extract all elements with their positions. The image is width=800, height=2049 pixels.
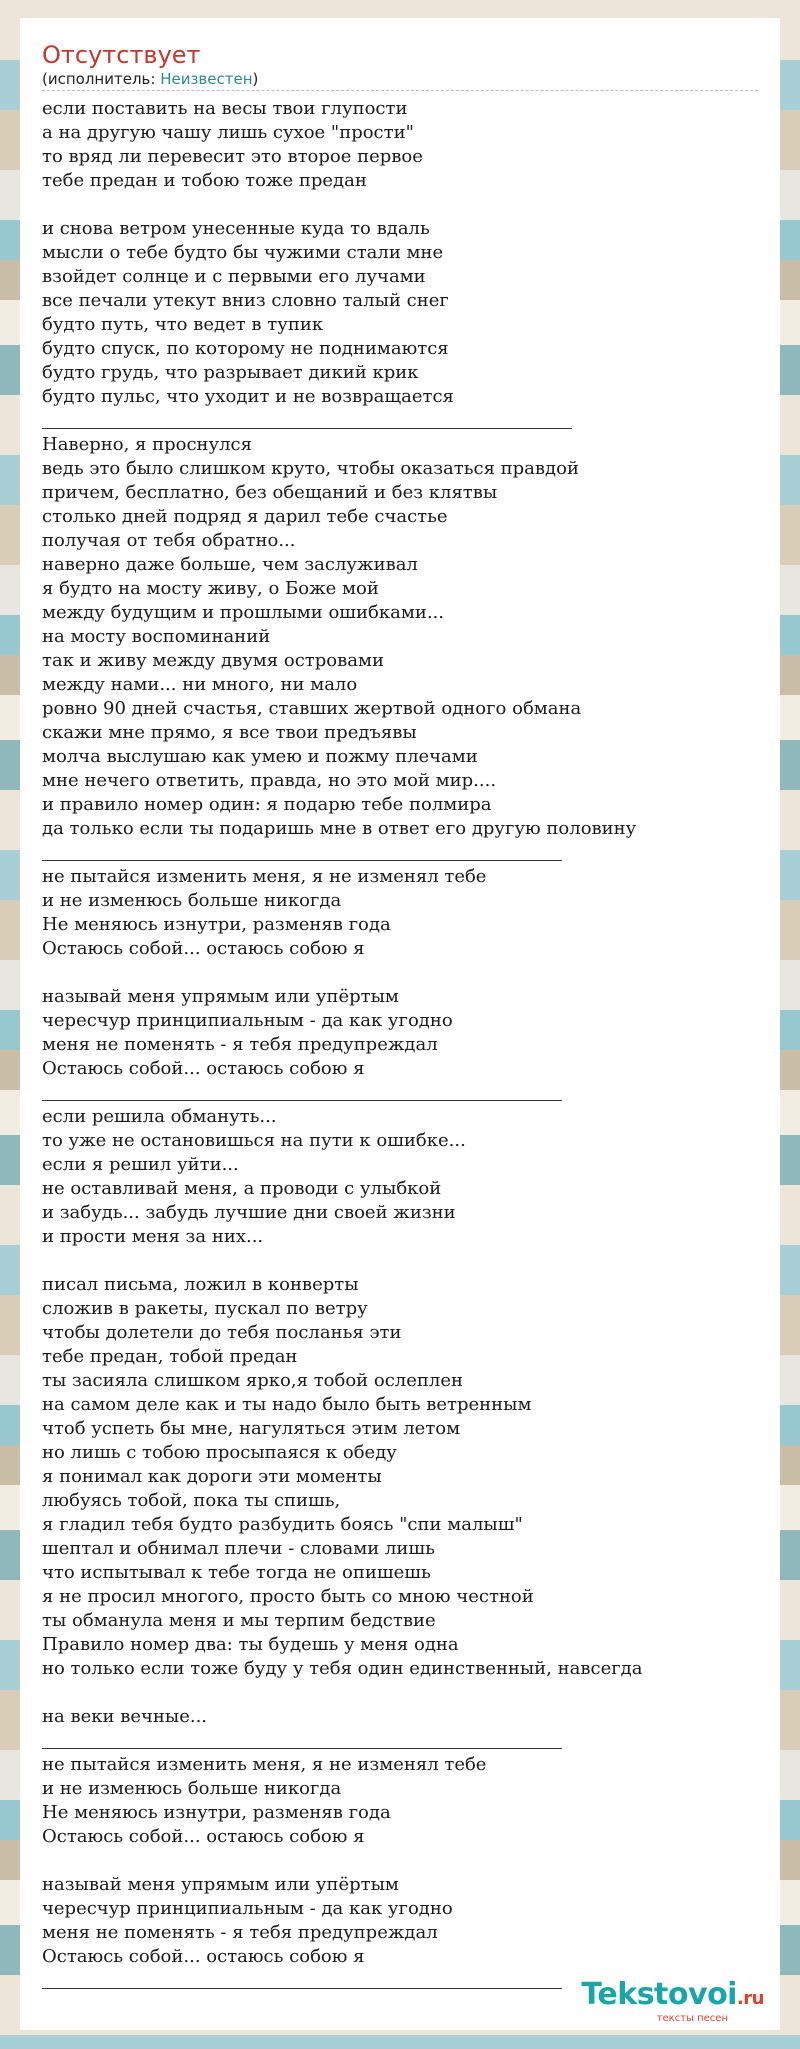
lyric-line: сложив в ракеты, пускал по ветру [42,1298,368,1319]
logo-tagline: тексты песен [656,2013,728,2024]
lyric-line: я гладил тебя будто разбудить боясь "спи малыш" [42,1514,523,1535]
lyric-line: Остаюсь собой... остаюсь собою я [42,1058,365,1079]
lyric-line: наверно даже больше, чем заслуживал [42,554,418,575]
lyric-line: на самом деле как и ты надо было быть ветренным [42,1394,532,1415]
lyric-line: между будущим и прошлыми ошибками... [42,602,445,623]
lyric-line: да только если ты подаришь мне в ответ его другую половину [42,818,637,839]
lyric-line: Не меняюсь изнутри, разменяв года [42,914,391,935]
logo-tld: .ru [736,1988,764,2009]
lyric-line: чересчур принципиальным - да как угодно [42,1010,453,1031]
lyric-line: будто спуск, по которому не поднимаются [42,338,449,359]
performer-line [42,70,758,91]
section-divider [42,1081,758,1105]
lyric-line: скажи мне прямо, я все твои предъявы [42,722,417,743]
lyric-line: меня не поменять - я тебя предупреждал [42,1922,438,1943]
lyric-line: будто пульс, что уходит и не возвращается [42,386,454,407]
stanza-break [42,1681,758,1705]
lyric-line: писал письма, ложил в конверты [42,1274,359,1295]
lyric-line: а на другую чашу лишь сухое "прости" [42,122,414,143]
lyric-line: то уже не остановишься на пути к ошибке... [42,1130,466,1151]
lyric-line: называй меня упрямым или упёртым [42,1874,399,1895]
lyric-line: тебе предан и тобою тоже предан [42,170,367,191]
lyric-line: будто путь, что ведет в тупик [42,314,324,335]
lyric-line: Наверно, я проснулся [42,434,252,455]
lyric-line: все печали утекут вниз словно талый снег [42,290,449,311]
lyric-line: я не просил многого, просто быть со мною честной [42,1586,534,1607]
lyric-line: мысли о тебе будто бы чужими стали мне [42,242,444,263]
lyric-line: между нами... ни много, ни мало [42,674,358,695]
stanza-break [42,1849,758,1873]
lyric-line: не оставливай меня, а проводи с улыбкой [42,1178,442,1199]
logo-brand: Tekstovoi [581,1977,737,2012]
song-title: Отсутствует [42,41,201,69]
lyric-line: Правило номер два: ты будешь у меня одна [42,1634,459,1655]
lyric-line: ты засияла слишком ярко,я тобой ослеплен [42,1370,463,1391]
lyric-line: чересчур принципиальным - да как угодно [42,1898,453,1919]
lyric-line: если поставить на весы твои глупости [42,98,408,119]
section-divider [42,841,758,865]
performer-suffix: ) [252,70,259,88]
lyric-line: но только если тоже буду у тебя один единственный, навсегда [42,1658,643,1679]
lyric-line: чтоб успеть бы мне, нагуляться этим летом [42,1418,461,1439]
lyric-line: и забудь... забудь лучшие дни своей жизни [42,1202,456,1223]
lyric-line: молча выслушаю как умею и пожму плечами [42,746,478,767]
lyric-line: будто грудь, что разрывает дикий крик [42,362,419,383]
lyric-line: я понимал как дороги эти моменты [42,1466,382,1487]
lyric-line: если я решил уйти... [42,1154,239,1175]
section-divider [42,409,758,433]
lyric-line: если решила обмануть... [42,1106,277,1127]
lyric-line: Остаюсь собой... остаюсь собою я [42,1946,365,1967]
lyric-line: и правило номер один: я подарю тебе полмира [42,794,492,815]
performer-link[interactable]: Неизвестен [160,70,253,88]
lyric-line: взойдет солнце и с первыми его лучами [42,266,426,287]
lyric-line: причем, бесплатно, без обещаний и без клятвы [42,482,498,503]
lyric-line: не пытайся изменить меня, я не изменял тебе [42,866,487,887]
lyric-line: Остаюсь собой... остаюсь собою я [42,1826,365,1847]
stanza-break [42,1249,758,1273]
site-logo[interactable] [581,1979,764,2024]
lyric-line: на мосту воспоминаний [42,626,271,647]
stanza-break [42,961,758,985]
lyric-line: не пытайся изменить меня, я не изменял тебе [42,1754,487,1775]
lyric-line: называй меня упрямым или упёртым [42,986,399,1007]
lyric-line: и не изменюсь больше никогда [42,890,342,911]
lyric-line: столько дней подряд я дарил тебе счастье [42,506,448,527]
lyric-line: получая от тебя обратно... [42,530,296,551]
lyric-line: что испытывал к тебе тогда не опишешь [42,1562,431,1583]
lyric-line: любуясь тобой, пока ты спишь, [42,1490,341,1511]
lyric-line: ты обманула меня и мы терпим бедствие [42,1610,436,1631]
lyric-line: но лишь с тобою просыпаяся к обеду [42,1442,397,1463]
lyric-line: Не меняюсь изнутри, разменяв года [42,1802,391,1823]
lyric-line: шептал и обнимал плечи - словами лишь [42,1538,435,1559]
lyric-line: тебе предан, тобой предан [42,1346,298,1367]
lyric-line: и не изменюсь больше никогда [42,1778,342,1799]
stanza-break [42,193,758,217]
lyric-line: мне нечего ответить, правда, но это мой мир.... [42,770,497,791]
lyric-line: ровно 90 дней счастья, ставших жертвой одного обмана [42,698,582,719]
logo-wordmark [581,1979,764,2015]
lyric-line: и прости меня за них... [42,1226,264,1247]
lyrics-body [42,97,758,1993]
lyric-line: чтобы долетели до тебя посланья эти [42,1322,402,1343]
lyric-line: меня не поменять - я тебя предупреждал [42,1034,438,1055]
section-divider [42,1729,758,1753]
lyric-line: на веки вечные... [42,1706,208,1727]
lyrics-card [20,18,780,2030]
lyric-line: то вряд ли перевесит это второе первое [42,146,423,167]
lyric-line: так и живу между двумя островами [42,650,384,671]
lyric-line: Остаюсь собой... остаюсь собою я [42,938,365,959]
lyric-line: я будто на мосту живу, о Боже мой [42,578,379,599]
performer-prefix: (исполнитель: [42,70,161,88]
lyric-line: ведь это было слишком круто, чтобы оказаться правдой [42,458,579,479]
lyric-line: и снова ветром унесенные куда то вдаль [42,218,430,239]
